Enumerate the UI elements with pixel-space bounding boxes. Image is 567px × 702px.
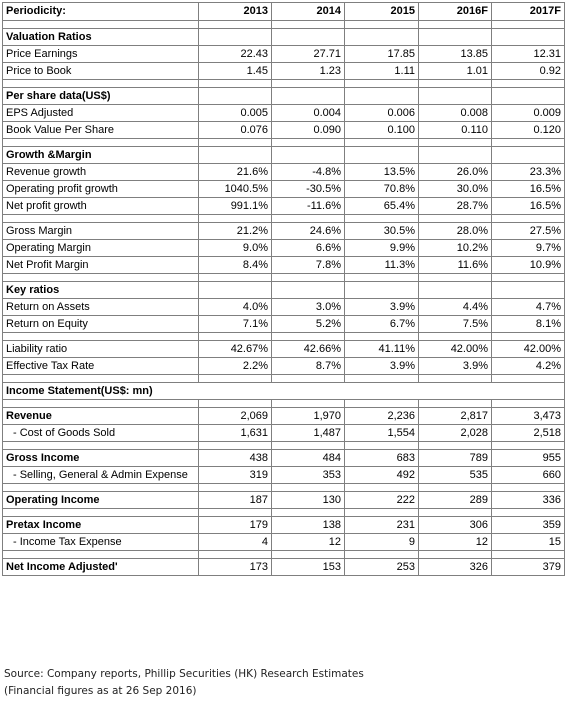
spacer-cell [345,509,419,517]
row-label: Revenue growth [3,164,199,181]
row-value: 21.2% [199,223,272,240]
spacer-cell [3,215,199,223]
spacer-cell [272,484,345,492]
spacer-cell [492,551,565,559]
empty-cell [345,282,419,299]
spacer-row [3,80,565,88]
spacer-cell [492,21,565,29]
spacer-cell [492,274,565,282]
spacer-cell [3,333,199,341]
spacer-cell [419,400,492,408]
table-row [3,299,565,316]
table-header-row [3,3,565,21]
row-value: 23.3% [492,164,565,181]
row-value: 0.92 [492,63,565,80]
spacer-cell [345,139,419,147]
row-value: 42.00% [419,341,492,358]
row-value: 42.66% [272,341,345,358]
table-row [3,316,565,333]
row-value: 16.5% [492,181,565,198]
spacer-row [3,21,565,29]
row-value: 3,473 [492,408,565,425]
row-value: 27.5% [492,223,565,240]
row-value: 0.005 [199,105,272,122]
year-header: 2014 [272,3,345,21]
spacer-cell [345,375,419,383]
row-label: Net profit growth [3,198,199,215]
row-value: 1.23 [272,63,345,80]
row-value: 0.004 [272,105,345,122]
empty-cell [199,282,272,299]
row-value: 231 [345,517,419,534]
empty-cell [419,88,492,105]
empty-cell [492,147,565,164]
row-value: 1040.5% [199,181,272,198]
row-value: 326 [419,559,492,576]
row-value: 1,970 [272,408,345,425]
spacer-cell [345,21,419,29]
row-value: 26.0% [419,164,492,181]
spacer-cell [345,80,419,88]
section-title: Growth &Margin [3,147,199,164]
spacer-cell [3,400,199,408]
spacer-cell [272,80,345,88]
spacer-cell [3,509,199,517]
row-value: 16.5% [492,198,565,215]
spacer-cell [272,139,345,147]
row-value: 4.2% [492,358,565,375]
financial-summary-table [2,2,565,576]
table-row [3,164,565,181]
spacer-cell [345,551,419,559]
spacer-row [3,139,565,147]
section-header-row [3,282,565,299]
row-value: 8.4% [199,257,272,274]
spacer-cell [199,139,272,147]
empty-cell [492,282,565,299]
spacer-cell [199,484,272,492]
row-value: -30.5% [272,181,345,198]
row-value: 3.9% [419,358,492,375]
table-row [3,198,565,215]
table-row [3,492,565,509]
table-row [3,517,565,534]
table-row [3,408,565,425]
section-header-row [3,383,565,400]
row-label: Operating profit growth [3,181,199,198]
row-label: Book Value Per Share [3,122,199,139]
row-value: 9.9% [345,240,419,257]
row-value: 28.0% [419,223,492,240]
table-row [3,559,565,576]
spacer-cell [492,400,565,408]
spacer-cell [492,139,565,147]
spacer-cell [272,442,345,450]
row-label: Return on Assets [3,299,199,316]
empty-cell [199,88,272,105]
spacer-row [3,509,565,517]
row-value: 1,631 [199,425,272,442]
spacer-cell [345,274,419,282]
section-title: Per share data(US$) [3,88,199,105]
spacer-cell [492,333,565,341]
row-value: 30.0% [419,181,492,198]
row-value: 28.7% [419,198,492,215]
table-row [3,105,565,122]
spacer-cell [419,139,492,147]
empty-cell [492,29,565,46]
row-value: 70.8% [345,181,419,198]
spacer-cell [419,551,492,559]
table-row [3,450,565,467]
row-value: 535 [419,467,492,484]
spacer-cell [272,274,345,282]
row-value: 7.8% [272,257,345,274]
row-value: 42.00% [492,341,565,358]
row-value: 187 [199,492,272,509]
row-value: -4.8% [272,164,345,181]
spacer-row [3,274,565,282]
row-value: 289 [419,492,492,509]
row-value: 0.009 [492,105,565,122]
spacer-cell [419,80,492,88]
spacer-row [3,551,565,559]
row-label: Operating Income [3,492,199,509]
spacer-cell [199,442,272,450]
row-value: 0.090 [272,122,345,139]
row-value: 0.076 [199,122,272,139]
spacer-row [3,375,565,383]
empty-cell [199,29,272,46]
spacer-cell [345,442,419,450]
row-value: 1.45 [199,63,272,80]
row-value: 3.9% [345,358,419,375]
row-label: Return on Equity [3,316,199,333]
spacer-cell [3,274,199,282]
row-label: Gross Margin [3,223,199,240]
year-header: 2017F [492,3,565,21]
row-value: 8.7% [272,358,345,375]
row-value: 4.0% [199,299,272,316]
empty-cell [272,29,345,46]
spacer-cell [492,442,565,450]
empty-cell [345,88,419,105]
spacer-cell [272,215,345,223]
spacer-cell [3,21,199,29]
spacer-cell [419,484,492,492]
row-value: 6.6% [272,240,345,257]
row-value: 9.0% [199,240,272,257]
row-value: 222 [345,492,419,509]
empty-cell [199,147,272,164]
row-value: 2,236 [345,408,419,425]
row-value: 7.5% [419,316,492,333]
row-value: 789 [419,450,492,467]
spacer-cell [3,442,199,450]
spacer-cell [272,400,345,408]
row-value: 438 [199,450,272,467]
row-value: 10.9% [492,257,565,274]
empty-cell [492,88,565,105]
spacer-cell [419,509,492,517]
section-title: Valuation Ratios [3,29,199,46]
table-row [3,257,565,274]
row-value: 10.2% [419,240,492,257]
empty-cell [345,147,419,164]
spacer-cell [419,442,492,450]
row-value: 12 [419,534,492,551]
empty-cell [272,88,345,105]
section-title: Income Statement(US$: mn) [3,383,565,400]
row-value: 991.1% [199,198,272,215]
row-value: 15 [492,534,565,551]
table-row [3,63,565,80]
spacer-cell [419,274,492,282]
row-label: Effective Tax Rate [3,358,199,375]
spacer-cell [419,21,492,29]
table-row [3,223,565,240]
table-row [3,122,565,139]
spacer-row [3,333,565,341]
row-value: 2,028 [419,425,492,442]
spacer-cell [199,509,272,517]
spacer-cell [3,551,199,559]
spacer-cell [492,80,565,88]
row-value: 0.008 [419,105,492,122]
row-value: 2,518 [492,425,565,442]
source-note: Source: Company reports, Phillip Securities (HK) Research Estimates [4,668,364,680]
row-value: 2,069 [199,408,272,425]
table-row [3,181,565,198]
row-value: 21.6% [199,164,272,181]
spacer-cell [272,551,345,559]
row-value: 4.7% [492,299,565,316]
spacer-cell [419,215,492,223]
row-value: 27.71 [272,46,345,63]
row-value: 1.01 [419,63,492,80]
row-value: 4.4% [419,299,492,316]
row-value: 2.2% [199,358,272,375]
row-value: 8.1% [492,316,565,333]
row-value: 336 [492,492,565,509]
row-value: 6.7% [345,316,419,333]
row-label: Net Profit Margin [3,257,199,274]
row-value: 4 [199,534,272,551]
row-value: 179 [199,517,272,534]
spacer-cell [272,21,345,29]
spacer-cell [345,333,419,341]
row-value: 30.5% [345,223,419,240]
spacer-cell [3,375,199,383]
row-label: Price Earnings [3,46,199,63]
spacer-cell [272,375,345,383]
date-note: (Financial figures as at 26 Sep 2016) [4,685,197,697]
row-value: 9.7% [492,240,565,257]
section-header-row [3,29,565,46]
row-value: 359 [492,517,565,534]
spacer-row [3,442,565,450]
spacer-cell [345,215,419,223]
row-value: 12 [272,534,345,551]
row-label: - Cost of Goods Sold [3,425,199,442]
row-value: 955 [492,450,565,467]
spacer-row [3,215,565,223]
table-row [3,425,565,442]
row-label: EPS Adjusted [3,105,199,122]
row-value: 484 [272,450,345,467]
row-value: 130 [272,492,345,509]
spacer-cell [199,551,272,559]
section-title: Key ratios [3,282,199,299]
spacer-cell [492,375,565,383]
year-header: 2013 [199,3,272,21]
row-value: 306 [419,517,492,534]
row-label: Price to Book [3,63,199,80]
spacer-cell [199,333,272,341]
spacer-cell [272,509,345,517]
row-value: 1,554 [345,425,419,442]
row-value: 353 [272,467,345,484]
row-value: 660 [492,467,565,484]
spacer-row [3,484,565,492]
row-value: 0.110 [419,122,492,139]
empty-cell [272,282,345,299]
empty-cell [419,282,492,299]
spacer-cell [3,484,199,492]
row-value: 253 [345,559,419,576]
row-label: Gross Income [3,450,199,467]
row-label: Pretax Income [3,517,199,534]
section-header-row [3,147,565,164]
row-label: Revenue [3,408,199,425]
row-value: 9 [345,534,419,551]
table-row [3,358,565,375]
spacer-cell [3,80,199,88]
row-value: 173 [199,559,272,576]
row-value: 17.85 [345,46,419,63]
row-value: 7.1% [199,316,272,333]
row-value: 65.4% [345,198,419,215]
spacer-cell [199,400,272,408]
row-value: 0.120 [492,122,565,139]
row-value: 1,487 [272,425,345,442]
row-label: Liability ratio [3,341,199,358]
row-value: 153 [272,559,345,576]
table-row [3,46,565,63]
year-header: 2016F [419,3,492,21]
row-label: - Selling, General & Admin Expense [3,467,199,484]
spacer-cell [3,139,199,147]
spacer-cell [492,484,565,492]
row-value: 2,817 [419,408,492,425]
row-value: 22.43 [199,46,272,63]
row-value: 13.5% [345,164,419,181]
empty-cell [419,147,492,164]
row-value: 13.85 [419,46,492,63]
table-row [3,467,565,484]
section-header-row [3,88,565,105]
row-value: 11.3% [345,257,419,274]
spacer-cell [345,484,419,492]
spacer-cell [419,375,492,383]
spacer-cell [492,509,565,517]
spacer-row [3,400,565,408]
spacer-cell [199,215,272,223]
row-value: 319 [199,467,272,484]
spacer-cell [199,21,272,29]
empty-cell [419,29,492,46]
row-label: Operating Margin [3,240,199,257]
table-row [3,534,565,551]
row-value: 683 [345,450,419,467]
row-value: 41.11% [345,341,419,358]
row-label: Net Income Adjusted' [3,559,199,576]
spacer-cell [419,333,492,341]
row-value: 3.0% [272,299,345,316]
row-value: 3.9% [345,299,419,316]
year-header: 2015 [345,3,419,21]
row-value: 379 [492,559,565,576]
table-row [3,240,565,257]
row-value: 138 [272,517,345,534]
spacer-cell [199,375,272,383]
row-value: 42.67% [199,341,272,358]
spacer-cell [345,400,419,408]
row-value: 0.100 [345,122,419,139]
row-value: -11.6% [272,198,345,215]
table-row [3,341,565,358]
empty-cell [345,29,419,46]
row-value: 12.31 [492,46,565,63]
empty-cell [272,147,345,164]
row-label: - Income Tax Expense [3,534,199,551]
periodicity-label: Periodicity: [3,3,199,21]
row-value: 5.2% [272,316,345,333]
row-value: 0.006 [345,105,419,122]
spacer-cell [272,333,345,341]
spacer-cell [199,274,272,282]
spacer-cell [492,215,565,223]
row-value: 1.11 [345,63,419,80]
row-value: 24.6% [272,223,345,240]
row-value: 11.6% [419,257,492,274]
spacer-cell [199,80,272,88]
row-value: 492 [345,467,419,484]
